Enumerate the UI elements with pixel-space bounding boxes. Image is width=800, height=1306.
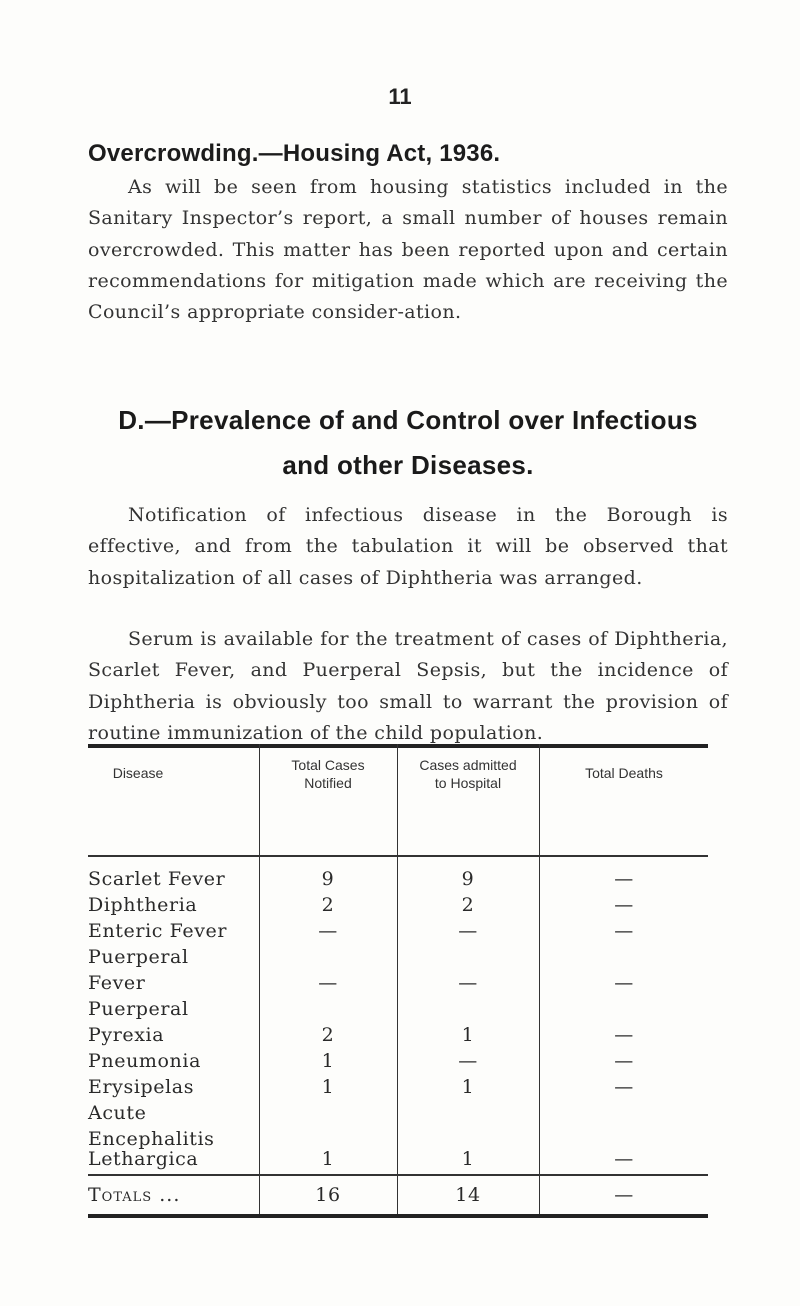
page-number: 11 — [388, 84, 412, 109]
disease-name: Diphtheria — [88, 894, 198, 916]
table-bottom-rule — [88, 1214, 708, 1218]
cell-hospital: 2 — [461, 894, 475, 916]
header-text: Total Cases — [291, 757, 365, 773]
totals-row — [88, 1184, 708, 1210]
table-header-rule — [88, 855, 708, 857]
table-row — [88, 894, 708, 920]
total-deaths: — — [614, 1184, 634, 1206]
cell-notified: 2 — [321, 894, 335, 916]
cell-hospital: 1 — [461, 1076, 475, 1098]
totals-label: Totals ... — [88, 1184, 181, 1206]
cell-notified: — — [318, 920, 338, 942]
disease-name: Enteric Fever — [88, 920, 228, 942]
disease-name: Encephalitis — [88, 1128, 215, 1150]
disease-name: Erysipelas — [88, 1076, 195, 1098]
table-row — [88, 998, 708, 1024]
cell-deaths: — — [614, 868, 634, 890]
disease-name: Acute — [88, 1102, 147, 1124]
header-text: Notified — [304, 775, 352, 791]
cell-notified: 1 — [321, 1076, 335, 1098]
table-row — [88, 868, 708, 894]
paragraph-serum: Serum is available for the treatment of cases of Diphtheria, Scarlet Fever, and Puerperal Sepsis, but the incidence of Diphtheria is obviously too small to warrant the provision of routine immunization of the child population. — [88, 628, 728, 744]
disease-name: Pyrexia — [88, 1024, 165, 1046]
cell-deaths: — — [614, 1024, 634, 1046]
cell-hospital: 9 — [461, 868, 475, 890]
cell-deaths: — — [614, 894, 634, 916]
disease-name: Puerperal — [88, 946, 189, 968]
table-row — [88, 1076, 708, 1102]
cell-notified: — — [318, 972, 338, 994]
header-cases-admitted-hospital — [398, 756, 538, 792]
cell-deaths: — — [614, 1076, 634, 1098]
table-row — [88, 1102, 708, 1128]
table-row — [88, 1024, 708, 1050]
cell-deaths: — — [614, 972, 634, 994]
table-row — [88, 920, 708, 946]
section-title-line-1: D.—Prevalence of and Control over Infectious — [118, 405, 698, 435]
table-row — [88, 946, 708, 972]
cell-notified: 2 — [321, 1024, 335, 1046]
disease-name: Lethargica — [88, 1148, 199, 1170]
cell-notified: 1 — [321, 1148, 335, 1170]
header-text: Cases admitted — [419, 757, 517, 773]
header-text: to Hospital — [434, 775, 502, 791]
disease-name: Pneumonia — [88, 1050, 201, 1072]
table-row — [88, 1148, 708, 1174]
section-heading-overcrowding: Overcrowding.—Housing Act, 1936. — [88, 140, 501, 167]
section-title-infectious-diseases — [88, 398, 728, 488]
table-totals-rule — [88, 1174, 708, 1176]
cell-hospital: — — [458, 972, 478, 994]
paragraph-overcrowding: As will be seen from housing statistics included in the Sanitary Inspector’s report, a small number of houses remain overcrowded. This matter has been reported upon and certain recommendations for mitigation made which are receiving the Council’s appropriate consider-ation. — [88, 176, 728, 324]
total-hospital: 14 — [455, 1184, 481, 1206]
total-notified: 16 — [315, 1184, 341, 1206]
header-disease: Disease — [112, 765, 164, 781]
header-total-cases-notified — [260, 756, 396, 792]
table-top-rule — [88, 744, 708, 748]
cell-notified: 9 — [321, 868, 335, 890]
cell-hospital: — — [458, 1050, 478, 1072]
cell-hospital: 1 — [461, 1024, 475, 1046]
header-total-deaths: Total Deaths — [585, 765, 663, 781]
cell-hospital: 1 — [461, 1148, 475, 1170]
section-title-line-2: and other Diseases. — [282, 450, 534, 480]
table-row — [88, 972, 708, 998]
cell-deaths: — — [614, 920, 634, 942]
disease-name: Scarlet Fever — [88, 868, 226, 890]
disease-name: Puerperal — [88, 998, 189, 1020]
cell-deaths: — — [614, 1050, 634, 1072]
cell-notified: 1 — [321, 1050, 335, 1072]
cell-hospital: — — [458, 920, 478, 942]
cell-deaths: — — [614, 1148, 634, 1170]
disease-name: Fever — [88, 972, 146, 994]
paragraph-notification: Notification of infectious disease in the Borough is effective, and from the tabulation it will be observed that hospitalization of all cases of Diphtheria was arranged. — [88, 504, 728, 589]
table-row — [88, 1050, 708, 1076]
